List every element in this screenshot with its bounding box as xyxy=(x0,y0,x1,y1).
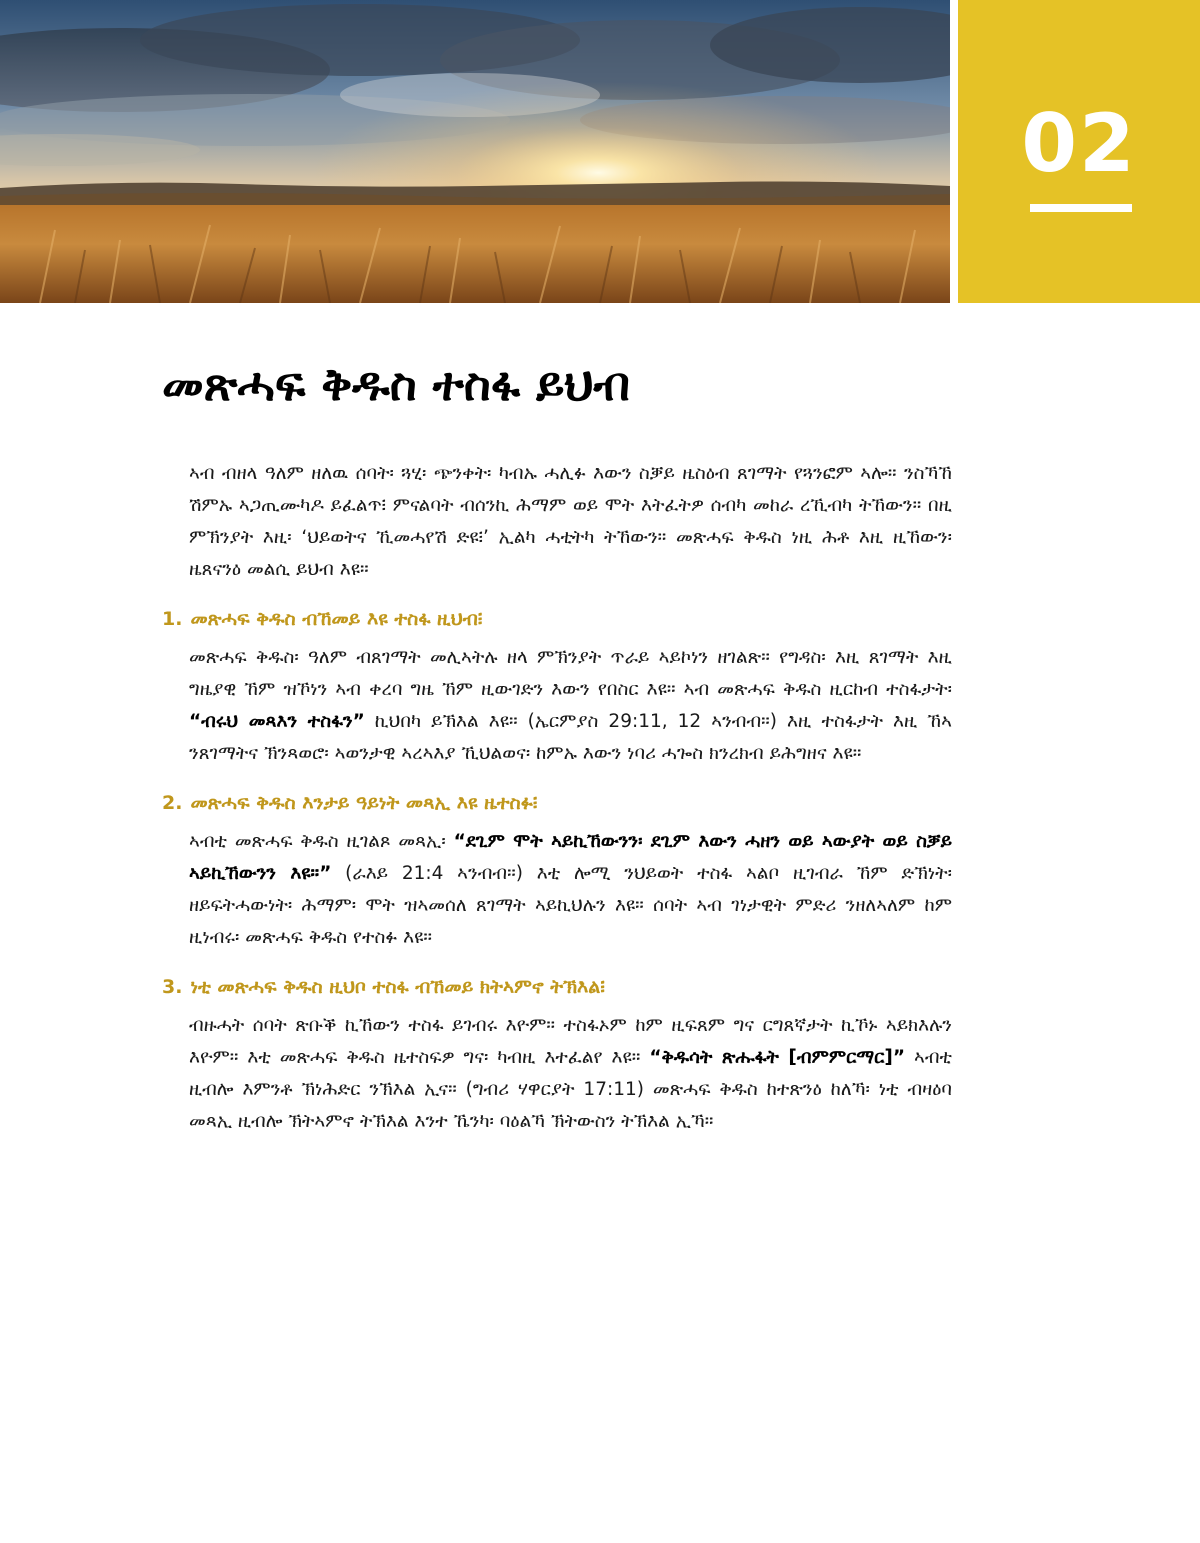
section-heading-text: ነቲ መጽሓፍ ቅዱስ ዚህቦ ተስፋ ብኸመይ ክትኣምኖ ትኽእል፧ xyxy=(190,976,605,998)
paragraph-text: ኣብቲ ዚብሎ እምንቶ ኽነሕድር ንኽእል ኢና። (ግብሪ ሃዋርያት 17:11) መጽሓፍ ቅዱስ ከተጽንዕ ከለኻ፡ ነቲ ብዛዕባ መጻኢ ዚብሎ ኽትኣምኖ ትኽእል እንተ ኼንካ፡ ባዕልኻ ኽትውስን ትኽእል ኢኻ። xyxy=(189,1047,952,1132)
quoted-scripture: “ደጊም ሞት ኣይኪኸውንን፡ ደጊም እውን ሓዘን ወይ ኣውያት ወይ ስቓይ ኣይኪኸውንን እዩ።” xyxy=(189,831,952,884)
quoted-scripture: “ቅዱሳት ጽሑፋት [ብምምርማር]” xyxy=(649,1047,906,1068)
section-number: 3. xyxy=(162,976,183,998)
paragraph-text: ኪህበካ ይኽእል እዩ። (ኤርምያስ 29:11, 12 ኣንብብ።) እዚ ተስፋታት እዚ ኸኣ ንጸገማትና ኽንጻወሮ፡ ኣወንታዊ ኣረኣእያ ኺህልወና፡ ከምኡ እውን ነባሪ ሓጐስ ክንረክብ ይሕግዘና እዩ። xyxy=(189,711,952,764)
section-number: 1. xyxy=(162,608,183,630)
section-paragraph-1 xyxy=(162,642,952,770)
hero-image xyxy=(0,0,950,303)
section-paragraph-2 xyxy=(162,826,952,954)
chapter-tab xyxy=(958,0,1200,303)
section-heading-text: መጽሓፍ ቅዱስ ብኸመይ እዩ ተስፋ ዚህብ፧ xyxy=(190,608,483,630)
section-paragraph-3 xyxy=(162,1010,952,1138)
section-number: 2. xyxy=(162,792,183,814)
section-heading-1 xyxy=(162,604,952,634)
intro-paragraph: ኣብ ብዘላ ዓለም ዘለዉ ሰባት፡ ጓሂ፡ ጭንቀት፡ ካብኡ ሓሊፉ እውን ስቓይ ዜስዕብ ጸገማት የጓንፎም ኣሎ። ንስኻኸ ሽምኡ ኣጋጢሙካዶ ይፈልጥ፧ ምናልባት ብሰንኪ ሕማም ወይ ሞት እትፈትዎ ሰብካ መከራ ረኺብካ ትኸውን። በዚ ምኽንያት እዚ፡ ‘ህይወትና ኺመሓየሽ ድዩ፧’ ኢልካ ሓቲትካ ትኸውን። መጽሓፍ ቅዱስ ነዚ ሕቶ እዚ ዚኸውን፡ ዜጸናንዕ መልሲ ይህብ እዩ። xyxy=(189,463,952,580)
wheat-field-sunset-photo xyxy=(0,0,950,303)
section-heading-2 xyxy=(162,788,952,818)
chapter-number: 02 xyxy=(1021,97,1137,190)
paragraph-text: ኣብቲ መጽሓፍ ቅዱስ ዚገልጾ መጻኢ፡ xyxy=(189,831,454,852)
page-title: መጽሓፍ ቅዱስ ተስፋ ይህብ xyxy=(162,357,630,411)
chapter-underline xyxy=(1030,204,1132,212)
paragraph-text: ብዙሓት ሰባት ጽቡቕ ኪኸውን ተስፋ ይገብሩ እዮም። ተስፋኦም ከም ዚፍጸም ግና ርግጸኛታት ኪኾኑ ኣይክእሉን እዮም። እቲ መጽሓፍ ቅዱስ ዜተስፍዎ ግና፡ ካብዚ እተፈልየ እዩ። xyxy=(189,1015,952,1068)
paragraph-text: መጽሓፍ ቅዱስ፡ ዓለም ብጸገማት መሊኣትሉ ዘላ ምኽንያት ጥራይ ኣይኮነን ዘገልጽ። የግዳስ፡ እዚ ጸገማት እዚ ግዜያዊ ኸም ዝኾነን ኣብ ቀረባ ግዜ ኸም ዚውገድን እውን የበስር እዩ። ኣብ መጽሓፍ ቅዱስ ዚርከብ ተስፋታት፡ xyxy=(189,647,952,700)
quoted-scripture: “ብሩህ መጻእን ተስፋን” xyxy=(189,711,365,732)
paragraph-text: (ራእይ 21:4 ኣንብብ።) እቲ ሎሚ ንህይወት ተስፋ ኣልቦ ዚገብራ ኸም ድኽነት፡ ዘይፍትሓውነት፡ ሕማም፡ ሞት ዝኣመሰለ ጸገማት ኣይኪህሉን እዩ። ሰባት ኣብ ገነታዊት ምድሪ ንዘለኣለም ከም ዚነብሩ፡ መጽሓፍ ቅዱስ የተስፉ እዩ። xyxy=(189,863,952,948)
section-heading-3 xyxy=(162,972,952,1002)
section-heading-text: መጽሓፍ ቅዱስ እንታይ ዓይነት መጻኢ እዩ ዜተስፉ፧ xyxy=(190,792,538,814)
article-body xyxy=(162,352,952,1138)
